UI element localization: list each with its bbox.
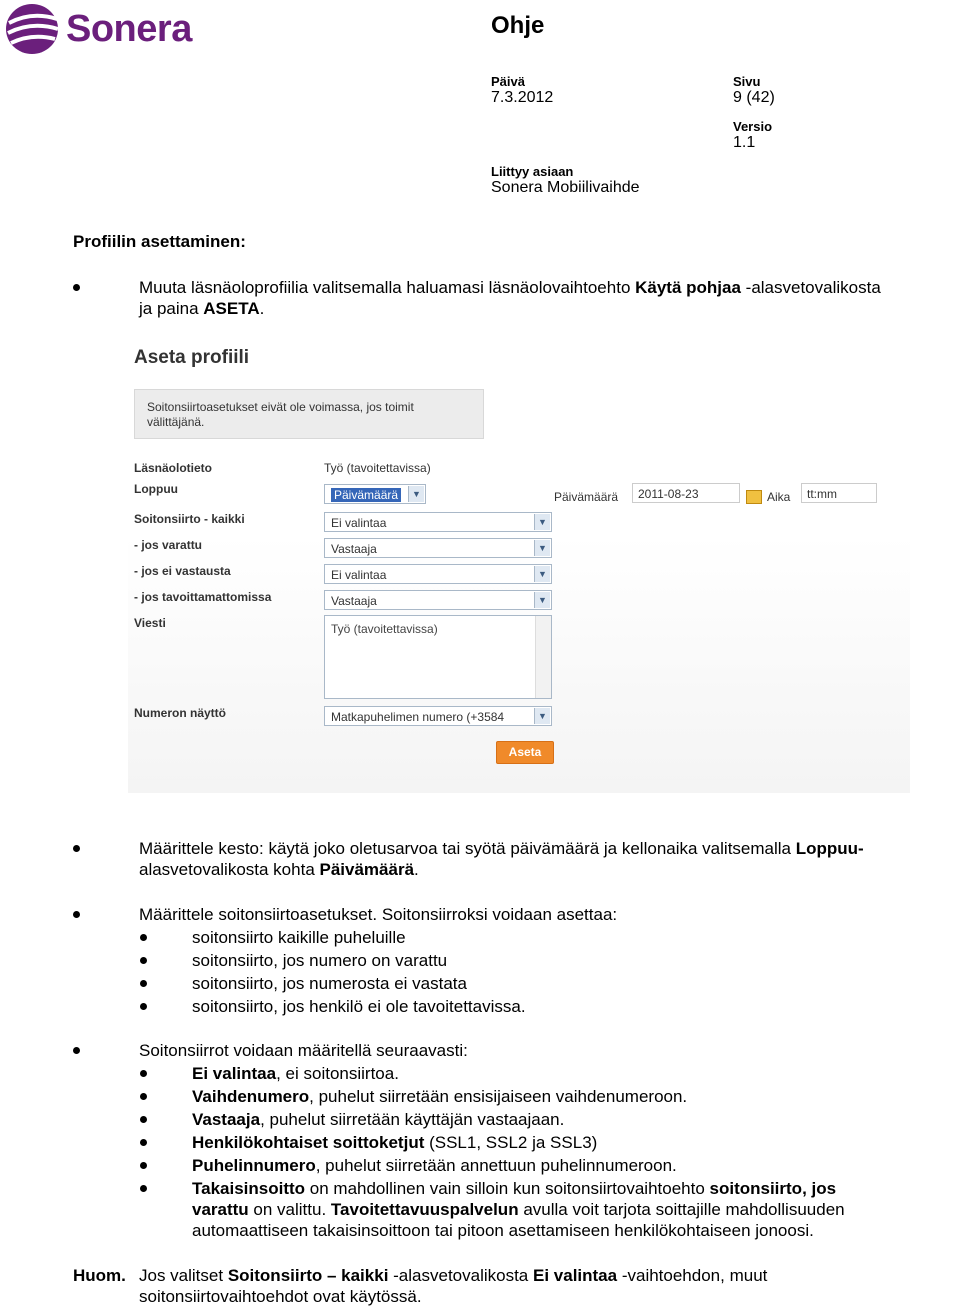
paragraph-1: Muuta läsnäoloprofiilia valitsemalla haluamasi läsnäolovaihtoehto Käytä pohjaa -alasvetovalikosta ja paina ASETA. bbox=[139, 278, 881, 318]
note-label: Huom. bbox=[73, 1266, 126, 1285]
label-forward-unreachable: - jos tavoittamattomissa bbox=[134, 590, 272, 604]
bullet-icon bbox=[140, 1162, 147, 1169]
version-value: 1.1 bbox=[733, 134, 756, 151]
page-label: Sivu bbox=[733, 74, 761, 89]
time-field-label: Aika bbox=[767, 490, 791, 504]
time-input[interactable]: tt:mm bbox=[801, 483, 877, 503]
section-title: Profiilin asettaminen: bbox=[73, 232, 246, 251]
forward-busy-select[interactable] bbox=[324, 538, 552, 558]
list-item: Henkilökohtaiset soittoketjut (SSL1, SSL2 ja SSL3) bbox=[192, 1133, 598, 1152]
paragraph-3-intro: Määrittele soitonsiirtoasetukset. Soitonsiirroksi voidaan asettaa: bbox=[139, 905, 618, 924]
brand-name: Sonera bbox=[66, 8, 192, 50]
message-textarea[interactable] bbox=[324, 615, 552, 699]
bullet-icon bbox=[73, 284, 80, 291]
paragraph-4-intro: Soitonsiirrot voidaan määritellä seuraavasti: bbox=[139, 1041, 468, 1060]
bullet-icon bbox=[140, 1139, 147, 1146]
forward-noanswer-value: Ei valintaa bbox=[331, 568, 387, 582]
number-display-value: Matkapuhelimen numero (+3584 bbox=[331, 710, 505, 724]
forward-noanswer-select[interactable] bbox=[324, 564, 552, 584]
date-field-label: Päivämäärä bbox=[554, 490, 619, 504]
bullet-icon bbox=[140, 1116, 147, 1123]
chevron-down-icon: ▼ bbox=[534, 708, 550, 724]
bullet-icon bbox=[140, 1185, 147, 1192]
bullet-icon bbox=[73, 845, 80, 852]
profile-screenshot bbox=[128, 335, 910, 793]
bullet-icon bbox=[140, 957, 147, 964]
forward-all-select[interactable] bbox=[324, 512, 552, 532]
forward-all-value: Ei valintaa bbox=[331, 516, 387, 530]
list-item: Vaihdenumero, puhelut siirretään ensisijaiseen vaihdenumeroon. bbox=[192, 1087, 688, 1106]
label-message: Viesti bbox=[134, 616, 166, 630]
label-forward-all: Soitonsiirto - kaikki bbox=[134, 512, 245, 526]
label-forward-busy: - jos varattu bbox=[134, 538, 203, 552]
presence-value: Työ (tavoitettavissa) bbox=[324, 461, 431, 475]
chevron-down-icon: ▼ bbox=[534, 540, 550, 556]
chevron-down-icon: ▼ bbox=[534, 566, 550, 582]
forward-unreachable-value: Vastaaja bbox=[331, 594, 377, 608]
label-forward-noanswer: - jos ei vastausta bbox=[134, 564, 231, 578]
version-label: Versio bbox=[733, 119, 773, 134]
sonera-logo-icon bbox=[5, 3, 60, 55]
end-select-value: Päivämäärä bbox=[331, 488, 401, 502]
chevron-down-icon: ▼ bbox=[408, 486, 424, 502]
calendar-icon[interactable] bbox=[746, 490, 762, 504]
sonera-logo bbox=[5, 3, 60, 55]
chevron-down-icon: ▼ bbox=[534, 514, 550, 530]
end-select[interactable] bbox=[324, 484, 426, 504]
bullet-icon bbox=[140, 1003, 147, 1010]
note-text: Jos valitset Soitonsiirto – kaikki -alasvetovalikosta Ei valintaa -vaihtoehdon, muut soitonsiirtovaihtoehdot ovat käytössä. bbox=[139, 1266, 768, 1306]
bullet-icon bbox=[73, 911, 80, 918]
bullet-icon bbox=[73, 1047, 80, 1054]
page-value: 9 (42) bbox=[733, 89, 775, 106]
document-title: Ohje bbox=[491, 12, 545, 39]
forward-busy-value: Vastaaja bbox=[331, 542, 377, 556]
number-display-select[interactable] bbox=[324, 706, 552, 726]
chevron-down-icon: ▼ bbox=[534, 592, 550, 608]
list-item: soitonsiirto, jos numero on varattu bbox=[192, 951, 448, 970]
list-item: Puhelinnumero, puhelut siirretään annettuun puhelinnumeroon. bbox=[192, 1156, 677, 1175]
label-presence: Läsnäolotieto bbox=[134, 461, 213, 475]
notice-box: Soitonsiirtoasetukset eivät ole voimassa, jos toimit välittäjänä. bbox=[134, 389, 484, 439]
bullet-icon bbox=[140, 934, 147, 941]
bullet-icon bbox=[140, 1070, 147, 1077]
label-number-display: Numeron näyttö bbox=[134, 706, 227, 720]
screenshot-title: Aseta profiili bbox=[134, 347, 250, 368]
related-label: Liittyy asiaan bbox=[491, 164, 574, 179]
list-item: soitonsiirto kaikille puheluille bbox=[192, 928, 406, 947]
date-input[interactable]: 2011-08-23 bbox=[632, 483, 740, 503]
list-item: Takaisinsoitto on mahdollinen vain silloin kun soitonsiirtovaihtoehto soitonsiirto, jos varattu on valittu. Tavoitettavuuspalvelun avulla voit tarjota soittajille mahdollisuuden automaattiseen takaisinsoittoon tai pitoon asettamiseen henkilökohtaiseen jonoosi. bbox=[192, 1179, 845, 1240]
date-value: 7.3.2012 bbox=[491, 89, 554, 106]
label-end: Loppuu bbox=[134, 482, 178, 496]
list-item: soitonsiirto, jos henkilö ei ole tavoitettavissa. bbox=[192, 997, 526, 1016]
scrollbar[interactable] bbox=[535, 616, 551, 698]
list-item: soitonsiirto, jos numerosta ei vastata bbox=[192, 974, 467, 993]
message-value: Työ (tavoitettavissa) bbox=[331, 622, 438, 636]
related-value: Sonera Mobiilivaihde bbox=[491, 179, 640, 196]
date-label: Päivä bbox=[491, 74, 525, 89]
paragraph-2: Määrittele kesto: käytä joko oletusarvoa tai syötä päivämäärä ja kellonaika valitsemalla Loppuu- alasvetovalikosta kohta Päivämäärä. bbox=[139, 839, 864, 879]
list-item: Vastaaja, puhelut siirretään käyttäjän vastaajaan. bbox=[192, 1110, 565, 1129]
bullet-icon bbox=[140, 980, 147, 987]
forward-unreachable-select[interactable] bbox=[324, 590, 552, 610]
bullet-icon bbox=[140, 1093, 147, 1100]
list-item: Ei valintaa, ei soitonsiirtoa. bbox=[192, 1064, 399, 1083]
set-button[interactable]: Aseta bbox=[496, 741, 554, 764]
